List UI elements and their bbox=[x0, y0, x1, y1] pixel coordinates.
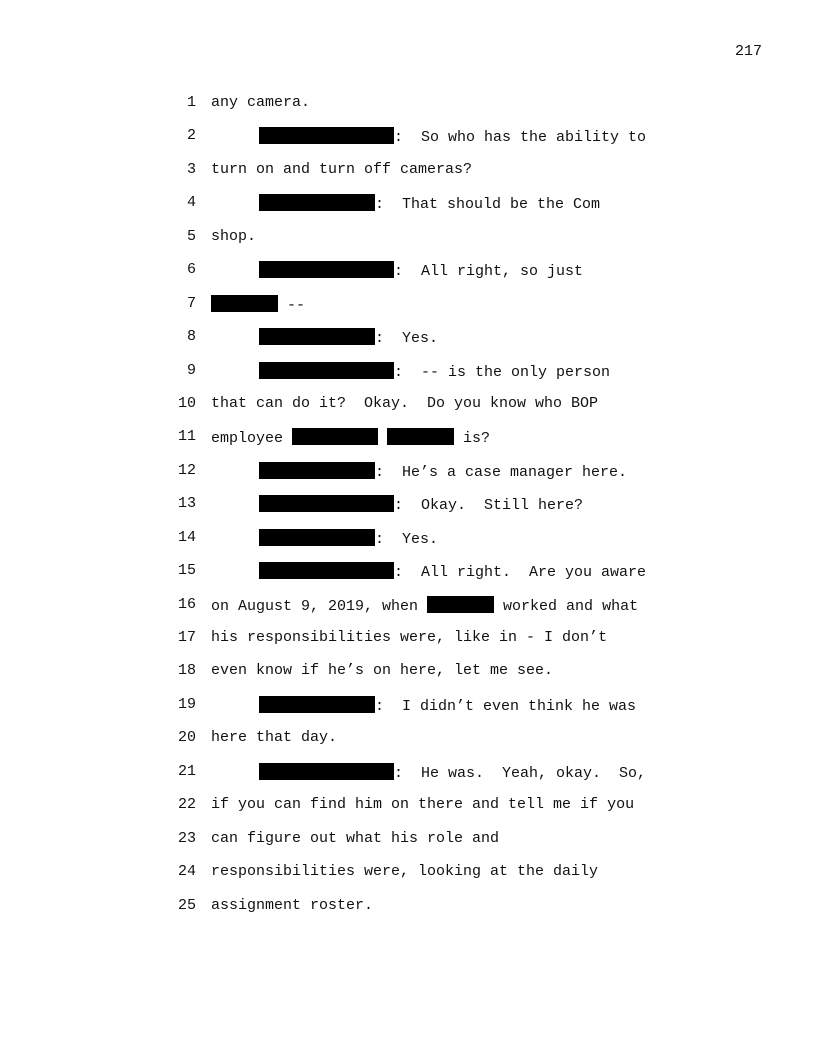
line-text: worked and what bbox=[494, 597, 639, 615]
transcript-line bbox=[0, 629, 816, 662]
transcript-line bbox=[0, 328, 816, 361]
redaction-box bbox=[259, 562, 394, 579]
transcript-line bbox=[0, 562, 816, 595]
speaker-line bbox=[259, 529, 438, 549]
line-number: 21 bbox=[177, 762, 196, 780]
transcript-line bbox=[0, 295, 816, 328]
transcript-line bbox=[0, 662, 816, 695]
transcript-line bbox=[0, 228, 816, 261]
redaction-box bbox=[387, 428, 454, 445]
redaction-box bbox=[259, 696, 375, 713]
line-number: 15 bbox=[177, 562, 196, 580]
redaction-box bbox=[259, 362, 394, 379]
transcript-line bbox=[0, 529, 816, 562]
line-text: employee bbox=[211, 430, 293, 448]
line-text: is? bbox=[454, 430, 491, 448]
redaction-box bbox=[259, 127, 394, 144]
transcript-line bbox=[0, 395, 816, 428]
transcript-line bbox=[0, 362, 816, 395]
speaker-line bbox=[259, 194, 600, 214]
line-text: : All right. Are you aware bbox=[394, 564, 647, 582]
transcript-line bbox=[0, 462, 816, 495]
redaction-box bbox=[427, 596, 494, 613]
line-number: 20 bbox=[177, 729, 196, 747]
transcript-line bbox=[0, 94, 816, 127]
transcript-line bbox=[0, 830, 816, 863]
redaction-box bbox=[259, 328, 375, 345]
speaker-line bbox=[259, 462, 627, 482]
transcript-line bbox=[0, 729, 816, 762]
line-text: responsibilities were, looking at the daily bbox=[211, 863, 599, 881]
speaker-line bbox=[259, 127, 646, 147]
line-text: : He’s a case manager here. bbox=[375, 463, 628, 481]
page-number: 217 bbox=[734, 43, 762, 60]
redaction-box bbox=[211, 295, 278, 312]
line-text: : He was. Yeah, okay. So, bbox=[394, 764, 647, 782]
line-number: 1 bbox=[186, 94, 196, 111]
redaction-box bbox=[259, 763, 394, 780]
line-text: : That should be the Com bbox=[375, 196, 601, 214]
transcript-line bbox=[0, 897, 816, 930]
line-text: : I didn’t even think he was bbox=[375, 697, 637, 715]
redaction-box bbox=[259, 194, 375, 211]
speaker-line bbox=[259, 562, 646, 582]
redaction-box bbox=[259, 462, 375, 479]
line-number: 16 bbox=[177, 595, 196, 613]
line-number: 7 bbox=[186, 294, 196, 312]
line-number: 23 bbox=[177, 829, 196, 847]
speaker-line bbox=[211, 295, 305, 315]
line-number: 8 bbox=[186, 328, 196, 346]
line-number: 5 bbox=[186, 227, 196, 245]
line-number: 2 bbox=[186, 127, 196, 145]
line-text: : Okay. Still here? bbox=[394, 497, 584, 515]
line-text: on August 9, 2019, when bbox=[211, 597, 428, 615]
line-text: if you can find him on there and tell me if you bbox=[211, 796, 635, 814]
line-number: 12 bbox=[177, 461, 196, 479]
speaker-line bbox=[211, 428, 490, 448]
transcript-line bbox=[0, 194, 816, 227]
transcript-body bbox=[0, 94, 816, 930]
line-number: 13 bbox=[177, 495, 196, 513]
transcript-line bbox=[0, 696, 816, 729]
transcript-line bbox=[0, 261, 816, 294]
transcript-line bbox=[0, 428, 816, 461]
speaker-line bbox=[259, 362, 610, 382]
line-text: : Yes. bbox=[375, 530, 439, 548]
redaction-box bbox=[292, 428, 378, 445]
line-number: 9 bbox=[186, 361, 196, 379]
line-number: 6 bbox=[186, 261, 196, 279]
speaker-line bbox=[259, 261, 583, 281]
line-text: even know if he’s on here, let me see. bbox=[211, 662, 554, 680]
transcript-line bbox=[0, 596, 816, 629]
line-text: : Yes. bbox=[375, 330, 439, 348]
line-number: 25 bbox=[177, 896, 196, 914]
line-number: 10 bbox=[177, 394, 196, 412]
line-text: : So who has the ability to bbox=[394, 129, 647, 147]
line-text: that can do it? Okay. Do you know who BOP bbox=[211, 394, 599, 412]
line-number: 19 bbox=[177, 695, 196, 713]
transcript-line bbox=[0, 863, 816, 896]
speaker-line bbox=[259, 328, 438, 348]
speaker-line bbox=[259, 696, 636, 716]
redaction-box bbox=[259, 261, 394, 278]
speaker-line bbox=[259, 495, 583, 515]
line-number: 11 bbox=[177, 428, 196, 446]
transcript-line bbox=[0, 763, 816, 796]
line-text: : All right, so just bbox=[394, 263, 584, 281]
line-text: any camera. bbox=[211, 94, 311, 111]
line-text: : -- is the only person bbox=[394, 363, 611, 381]
line-text: assignment roster. bbox=[211, 896, 374, 914]
transcript-line bbox=[0, 495, 816, 528]
transcript-line bbox=[0, 161, 816, 194]
line-number: 17 bbox=[177, 629, 196, 646]
line-text: his responsibilities were, like in - I don’t bbox=[211, 629, 608, 646]
redaction-box bbox=[259, 495, 394, 512]
line-text: turn on and turn off cameras? bbox=[211, 160, 473, 178]
speaker-line bbox=[211, 596, 638, 616]
line-number: 14 bbox=[177, 528, 196, 546]
line-number: 18 bbox=[177, 662, 196, 680]
redaction-box bbox=[259, 529, 375, 546]
line-number: 4 bbox=[186, 194, 196, 212]
speaker-line bbox=[259, 763, 646, 783]
line-text: can figure out what his role and bbox=[211, 829, 500, 847]
line-number: 22 bbox=[177, 796, 196, 814]
line-number: 3 bbox=[186, 160, 196, 178]
line-text: shop. bbox=[211, 227, 257, 245]
transcript-line bbox=[0, 127, 816, 160]
line-text: here that day. bbox=[211, 729, 338, 747]
line-number: 24 bbox=[177, 863, 196, 881]
line-text: -- bbox=[278, 296, 306, 314]
transcript-line bbox=[0, 796, 816, 829]
